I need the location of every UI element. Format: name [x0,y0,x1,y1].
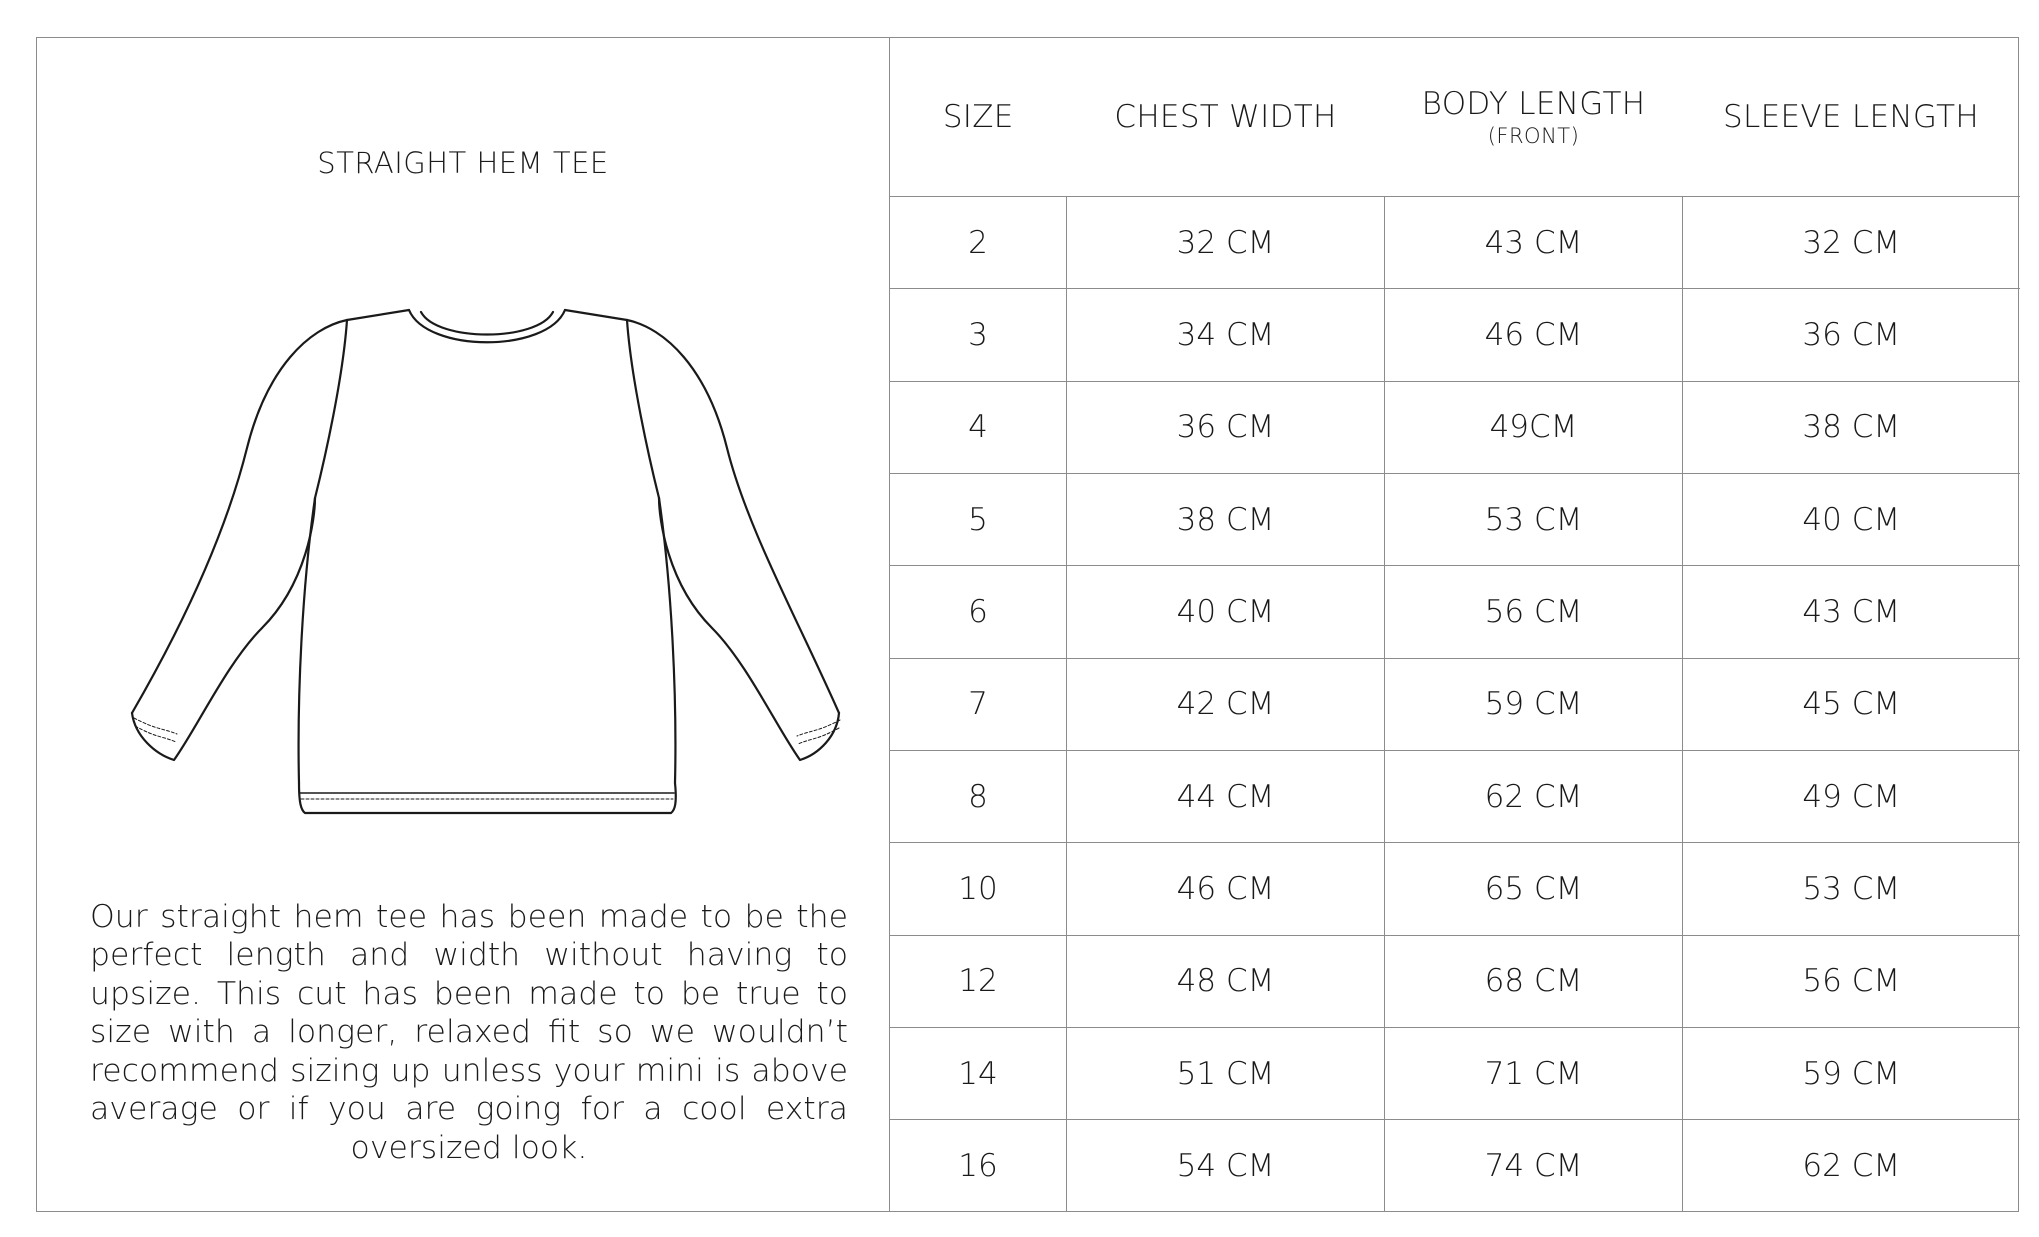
table-row [890,843,2020,935]
sleeve-cell: 53 CM [1683,843,2020,935]
sleeve-cell: 62 CM [1683,1120,2020,1211]
table-header-row [890,38,2020,197]
neckline-inner [421,312,553,335]
size-cell: 14 [890,1027,1067,1119]
right-cuff-stitch-2 [798,728,839,744]
chest-cell: 48 CM [1067,935,1385,1027]
long-sleeve-tee-icon [87,258,887,838]
left-sleeve-inner [132,498,315,760]
chest-cell: 51 CM [1067,1027,1385,1119]
left-body-side [299,498,315,783]
sleeve-cell: 43 CM [1683,566,2020,658]
neckline-outer [409,310,565,342]
body-cell: 62 CM [1385,750,1683,842]
table-row [890,566,2020,658]
right-armhole [627,320,659,498]
header-sleeve-label: SLEEVE LENGTH [1723,99,1979,135]
table-row [890,197,2020,289]
header-body-label: BODY LENGTH [1421,86,1646,122]
sleeve-cell: 36 CM [1683,289,2020,381]
sleeve-cell: 38 CM [1683,381,2020,473]
header-chest-label: CHEST WIDTH [1114,99,1337,135]
product-title: STRAIGHT HEM TEE [317,146,609,180]
sleeve-cell: 45 CM [1683,658,2020,750]
left-shoulder [347,310,409,320]
table-row [890,935,2020,1027]
header-body [1385,38,1683,197]
table-row [890,473,2020,565]
chest-cell: 38 CM [1067,473,1385,565]
body-cell: 71 CM [1385,1027,1683,1119]
body-cell: 56 CM [1385,566,1683,658]
size-cell: 3 [890,289,1067,381]
size-cell: 6 [890,566,1067,658]
header-size-label: SIZE [942,99,1014,135]
right-sleeve-inner [659,498,839,760]
body-cell: 59 CM [1385,658,1683,750]
header-sleeve [1683,38,2020,197]
sleeve-cell: 40 CM [1683,473,2020,565]
chest-cell: 46 CM [1067,843,1385,935]
table-row [890,658,2020,750]
size-cell: 16 [958,1147,998,1184]
size-cell: 12 [890,935,1067,1027]
table-row [890,381,2020,473]
body-cell: 68 CM [1385,935,1683,1027]
left-armhole [315,320,347,498]
table-row [890,750,2020,842]
body-cell: 74 CM [1385,1120,1683,1211]
chest-cell: 54 CM [1067,1120,1385,1211]
body-cell: 46 CM [1385,289,1683,381]
header-chest [1067,38,1385,197]
size-cell: 2 [890,197,1067,289]
header-size [890,38,1067,197]
sleeve-cell: 56 CM [1683,935,2020,1027]
body-cell: 43 CM [1385,197,1683,289]
size-cell: 7 [890,658,1067,750]
body-cell: 53 CM [1385,473,1683,565]
chest-cell: 42 CM [1067,658,1385,750]
table-row [890,1027,2020,1119]
product-panel [37,38,889,1211]
product-description: Our straight hem tee has been made to be the perfect length and width without having to upsize. This cut has been made to be true to size with a longer, relaxed fit so we wouldn’t recommend sizing up unless your mini is above average or if you are going for a cool extra oversized look. [90,898,848,1166]
size-cell: 4 [890,381,1067,473]
sleeve-cell: 59 CM [1683,1027,2020,1119]
chest-cell: 44 CM [1067,750,1385,842]
header-body-sublabel: (FRONT) [1487,124,1580,148]
size-cell: 5 [890,473,1067,565]
chest-cell: 32 CM [1067,197,1385,289]
left-cuff-stitch [134,718,177,734]
right-shoulder [565,310,627,320]
sleeve-cell: 32 CM [1683,197,2020,289]
table-row [890,1120,2020,1211]
table-row [890,289,2020,381]
chest-cell: 40 CM [1067,566,1385,658]
hem-bottom [299,783,676,813]
size-cell: 8 [890,750,1067,842]
body-cell: 49CM [1385,381,1683,473]
chest-cell: 34 CM [1067,289,1385,381]
size-cell: 10 [890,843,1067,935]
size-chart-frame [36,37,2019,1212]
sleeve-cell: 49 CM [1683,750,2020,842]
chest-cell: 36 CM [1067,381,1385,473]
size-table [889,38,2020,1211]
body-cell: 65 CM [1385,843,1683,935]
right-body-side [659,498,675,783]
